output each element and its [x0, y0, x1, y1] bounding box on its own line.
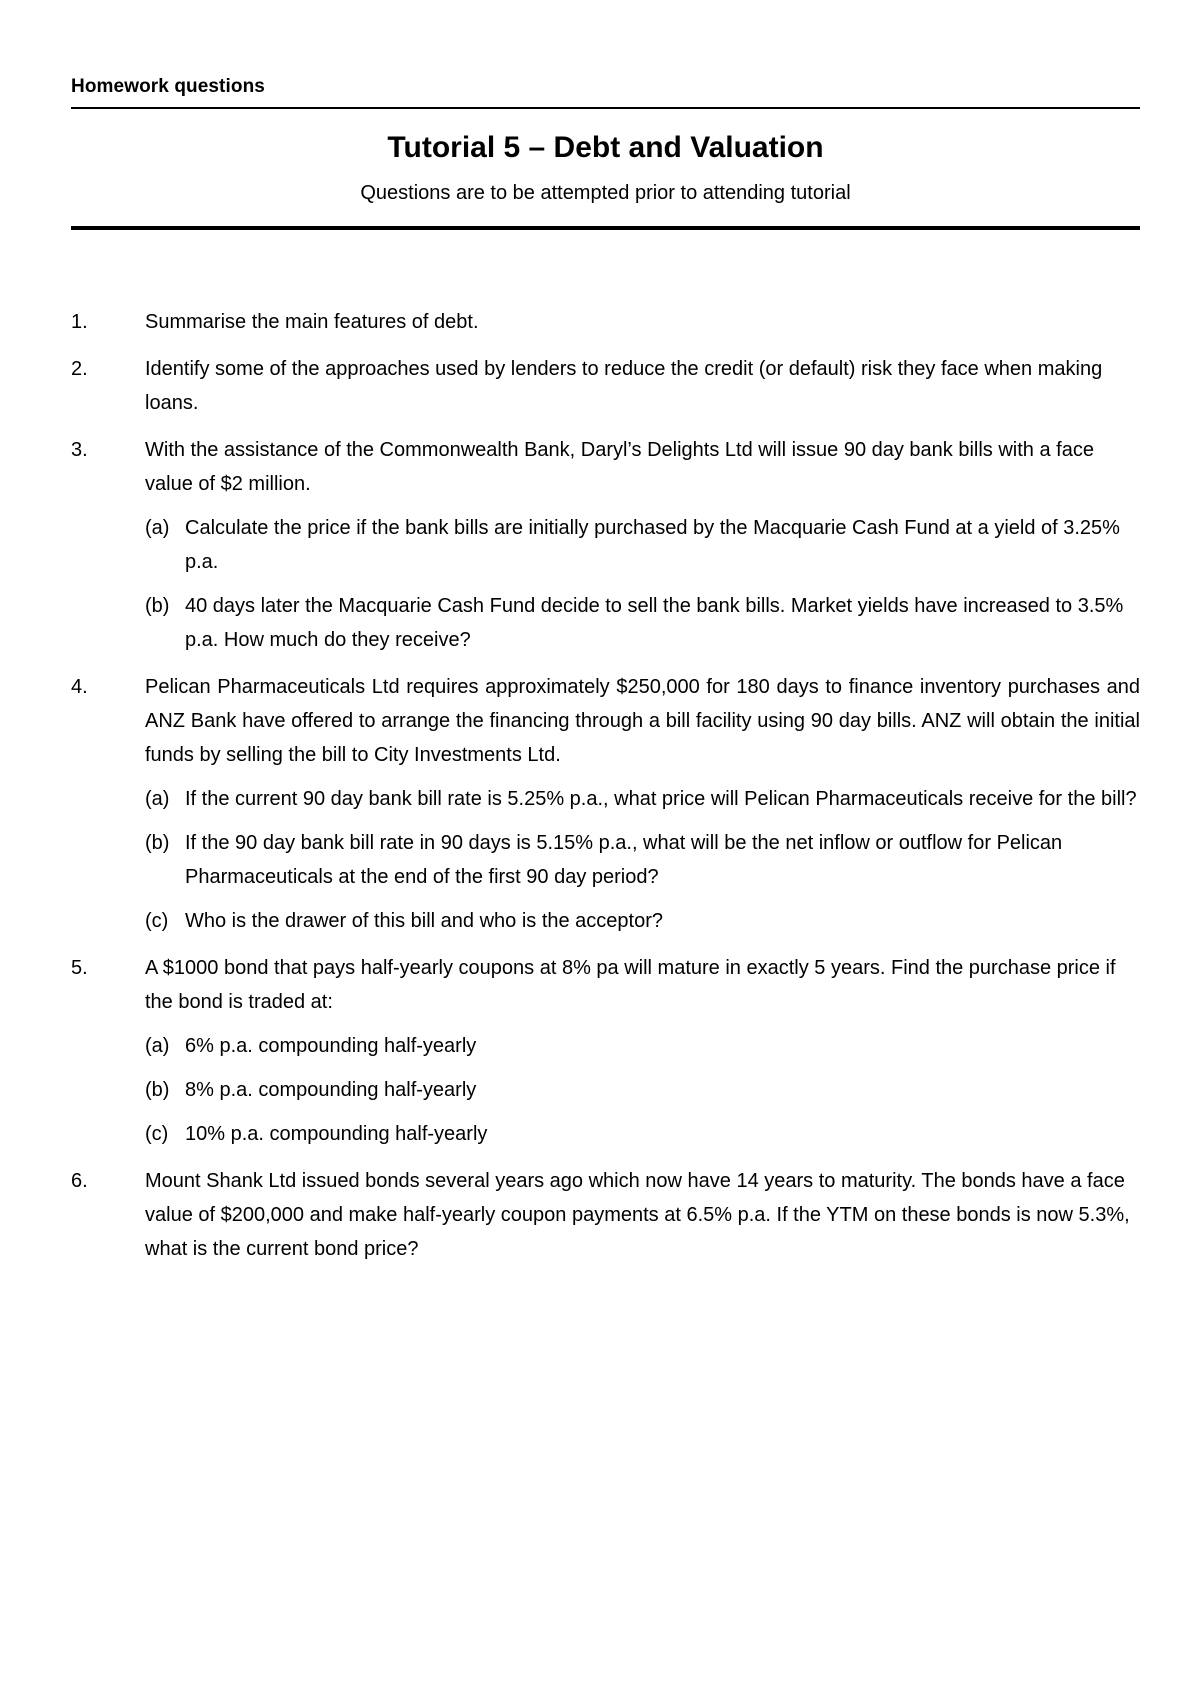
part-label: (a): [145, 788, 170, 810]
part-label: (b): [145, 1079, 170, 1101]
part-text: 40 days later the Macquarie Cash Fund decide to sell the bank bills. Market yields have increased to 3.5% p.a. How much do they receive?: [185, 595, 1124, 651]
part-text: 10% p.a. compounding half-yearly: [185, 1123, 488, 1145]
question-part: [145, 1029, 1140, 1063]
question-list: [71, 305, 1140, 1279]
part-text: Who is the drawer of this bill and who is the acceptor?: [185, 910, 664, 932]
part-text: Calculate the price if the bank bills are initially purchased by the Macquarie Cash Fund at a yield of 3.25% p.a.: [185, 517, 1120, 573]
title-divider: [71, 226, 1140, 230]
part-text: If the 90 day bank bill rate in 90 days is 5.15% p.a., what will be the net inflow or outflow for Pelican Pharmaceuticals at the end of the first 90 day period?: [185, 832, 1063, 888]
page-title: Tutorial 5 – Debt and Valuation: [387, 131, 824, 164]
question-body: [145, 305, 1140, 339]
question-body: [145, 1164, 1140, 1266]
question-text: Summarise the main features of debt.: [145, 311, 479, 333]
question-part: [145, 782, 1140, 816]
part-label: (b): [145, 832, 170, 854]
question-number: 5.: [71, 957, 88, 979]
question-text: Identify some of the approaches used by lenders to reduce the credit (or default) risk they face when making loans.: [145, 358, 1103, 414]
part-label: (a): [145, 517, 170, 539]
question-4: [71, 670, 1140, 938]
question-1: [71, 305, 1140, 339]
question-part: [145, 511, 1140, 579]
question-2: [71, 352, 1140, 420]
header-divider: [71, 107, 1140, 109]
question-text: Mount Shank Ltd issued bonds several years ago which now have 14 years to maturity. The bonds have a face value of $200,000 and make half-yearly coupon payments at 6.5% p.a. If the YTM on these bonds is now 5.3%, what is the current bond price?: [145, 1170, 1130, 1260]
question-number: 3.: [71, 439, 88, 461]
question-part: [145, 826, 1140, 894]
question-body: [145, 951, 1140, 1151]
part-label: (c): [145, 910, 169, 932]
page-subtitle: Questions are to be attempted prior to attending tutorial: [360, 182, 851, 204]
question-text: With the assistance of the Commonwealth Bank, Daryl’s Delights Ltd will issue 90 day bank bills with a face value of $2 million.: [145, 439, 1094, 495]
question-3: [71, 433, 1140, 657]
question-number: 1.: [71, 311, 88, 333]
question-part: [145, 904, 1140, 938]
question-number: 2.: [71, 358, 88, 380]
question-6: [71, 1164, 1140, 1266]
part-label: (c): [145, 1123, 169, 1145]
question-part: [145, 1117, 1140, 1151]
question-text: Pelican Pharmaceuticals Ltd requires approximately $250,000 for 180 days to finance inventory purchases and ANZ Bank have offered to arrange the financing through a bill facility using 90 day bills. ANZ will obtain the initial funds by selling the bill to City Investments Ltd.: [145, 676, 1140, 766]
header-label: Homework questions: [71, 76, 265, 97]
question-body: [145, 670, 1140, 938]
question-number: 4.: [71, 676, 88, 698]
part-text: 6% p.a. compounding half-yearly: [185, 1035, 477, 1057]
question-body: [145, 433, 1140, 657]
question-part: [145, 589, 1140, 657]
question-body: [145, 352, 1140, 420]
question-5: [71, 951, 1140, 1151]
part-label: (a): [145, 1035, 170, 1057]
part-text: 8% p.a. compounding half-yearly: [185, 1079, 477, 1101]
part-label: (b): [145, 595, 170, 617]
part-text: If the current 90 day bank bill rate is 5.25% p.a., what price will Pelican Pharmaceuticals receive for the bill?: [185, 788, 1137, 810]
question-number: 6.: [71, 1170, 88, 1192]
question-part: [145, 1073, 1140, 1107]
question-text: A $1000 bond that pays half-yearly coupons at 8% pa will mature in exactly 5 years. Find the purchase price if the bond is traded at:: [145, 957, 1116, 1013]
